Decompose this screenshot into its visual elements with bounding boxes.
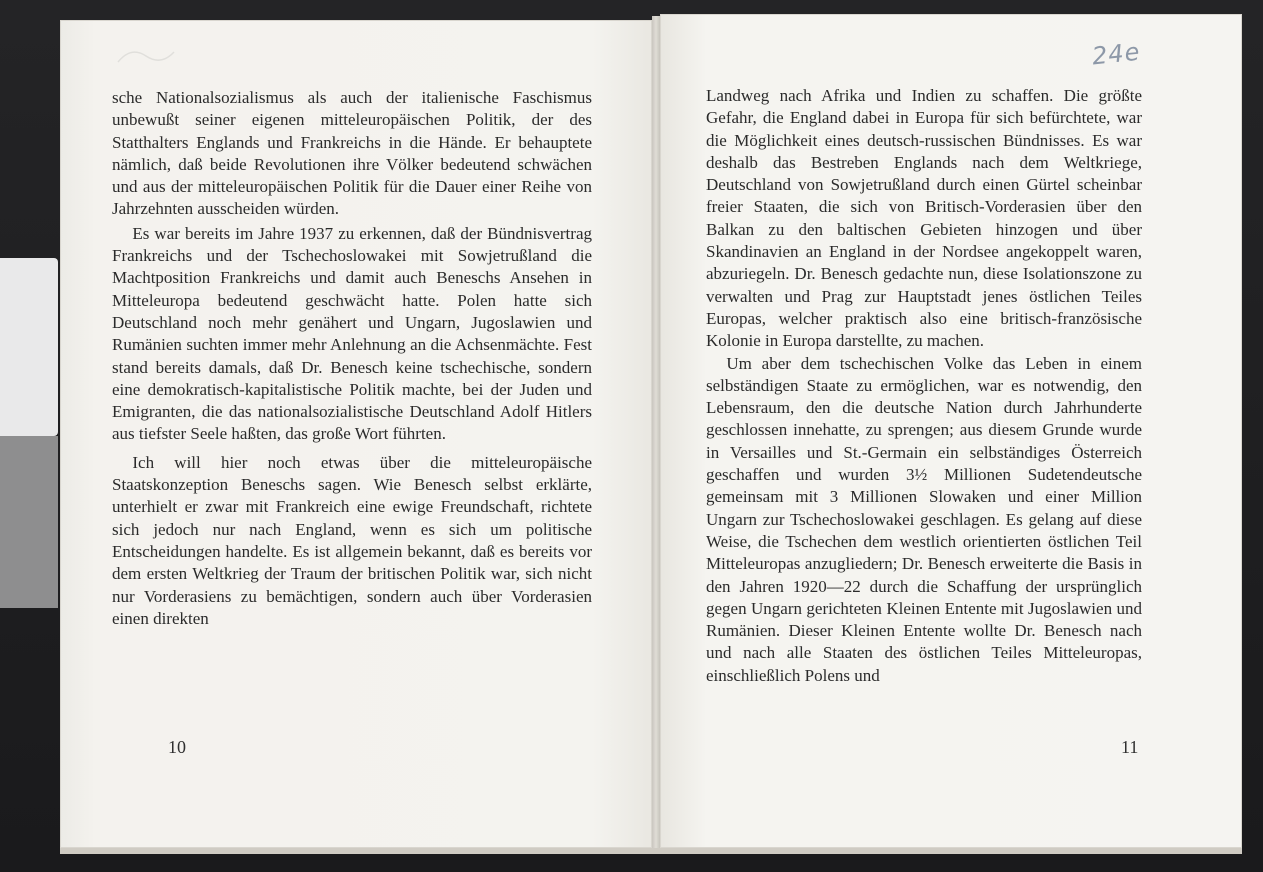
book-gutter <box>652 16 660 850</box>
paragraph: Landweg nach Afrika und Indien zu schaffen. Die größte Gefahr, die England dabei in Europa für sich befürchtete, war die Möglichkeit eines deutsch-russischen Bündnisses. Es war deshalb das Bestreben Englands nach dem Weltkriege, Deutschland von Sowjetrußland durch einen Gürtel scheinbar freier Staaten, die sich von Britisch-Vorderasien über den Balkan zu den baltischen Gebieten hinzogen und über Skandinavien an England in der Nordsee angekoppelt waren, abzuriegeln. Dr. Benesch gedachte nun, diese Isolationszone zu verwalten und Prag zur Hauptstadt jenes östlichen Teiles Europas, welcher praktisch also eine britisch-französische Kolonie in Europa darstellte, zu machen. <box>706 86 1142 351</box>
page-number-right: 11 <box>1121 737 1139 757</box>
pencil-annotation: 24e <box>1090 37 1142 71</box>
left-page-body <box>112 87 592 630</box>
paragraph: Um aber dem tschechischen Volke das Leben in einem selbständigen Staate zu ermöglichen, war es notwendig, den Lebensraum, den die deutsche Nation durch Jahrhunderte geschlossen innehatte, zu sprengen; aus diesem Grunde wurde in Versailles und St.-Germain ein selbständiges Österreich geschaffen und wurden 3½ Millionen Sudetendeutsche gemeinsam mit 3 Millionen Slowaken und einer Million Ungarn zur Tschechoslowakei geschlagen. Es gelang auf diese Weise, die Tschechen dem westlich orientierten östlichen Teil Mitteleuropas anzugliedern; Dr. Benesch erweiterte die Basis in den Jahren 1920—22 durch die Schaffung der ursprünglich gegen Ungarn gerichteten Kleinen Entente mit Jugoslawien und Rumänien. Dieser Kleinen Entente wollte Dr. Benesch nach und nach alle Staaten des östlichen Teiles Mitteleuropas, einschließlich Polens und <box>706 353 1142 685</box>
paragraph: Ich will hier noch etwas über die mitteleuropäische Staatskonzeption Beneschs sagen. Wie Benesch selbst erklärte, unterhielt er zwar mit Frankreich eine ewige Freundschaft, richtete sich jedoch nur nach England, wenn es sich um politische Entscheidungen handelte. Es ist allgemein bekannt, daß es bereits vor dem ersten Weltkrieg der Traum der britischen Politik war, sich nicht nur Vorderasiens zu bemächtigen, sondern auch über Vorderasien einen direkten <box>112 452 592 628</box>
page-number-left: 10 <box>168 737 186 757</box>
paragraph: sche Nationalsozialismus als auch der italienische Faschismus unbewußt seiner eigenen mitteleuropäischen Politik, der des Statthalters Englands und Frankreichs in die Hände. Er behauptete nämlich, daß beide Revolutionen ihre Völker bedeutend schwächen und aus der mitteleuropäischen Politik für die Dauer einer Reihe von Jahrzehnten ausscheiden würden. <box>112 88 592 219</box>
right-page-body <box>706 85 1142 687</box>
page-bottom-edge <box>60 848 1242 854</box>
faint-stamp-mark <box>116 42 176 70</box>
paragraph: Es war bereits im Jahre 1937 zu erkennen, daß der Bündnisvertrag Frankreichs und der Tschechoslowakei mit Sowjetrußland die Machtposition Frankreichs und damit auch Beneschs Ansehen in Mitteleuropa bedeutend geschwächt hatte. Polen hatte sich Deutschland noch mehr genähert und Ungarn, Jugoslawien und Rumänien suchten immer mehr Anlehnung an die Achsenmächte. Fest stand bereits damals, daß Dr. Benesch keine tschechische, sondern eine demokratisch-kapitalistische Politik machte, bei der Juden und Emigranten, die das nationalsozialistische Deutschland Adolf Hitlers aus tiefster Seele haßten, das große Wort führten. <box>112 223 592 444</box>
scanner-edge-grey-tab <box>0 436 58 608</box>
scanner-edge-white-tab <box>0 258 58 436</box>
